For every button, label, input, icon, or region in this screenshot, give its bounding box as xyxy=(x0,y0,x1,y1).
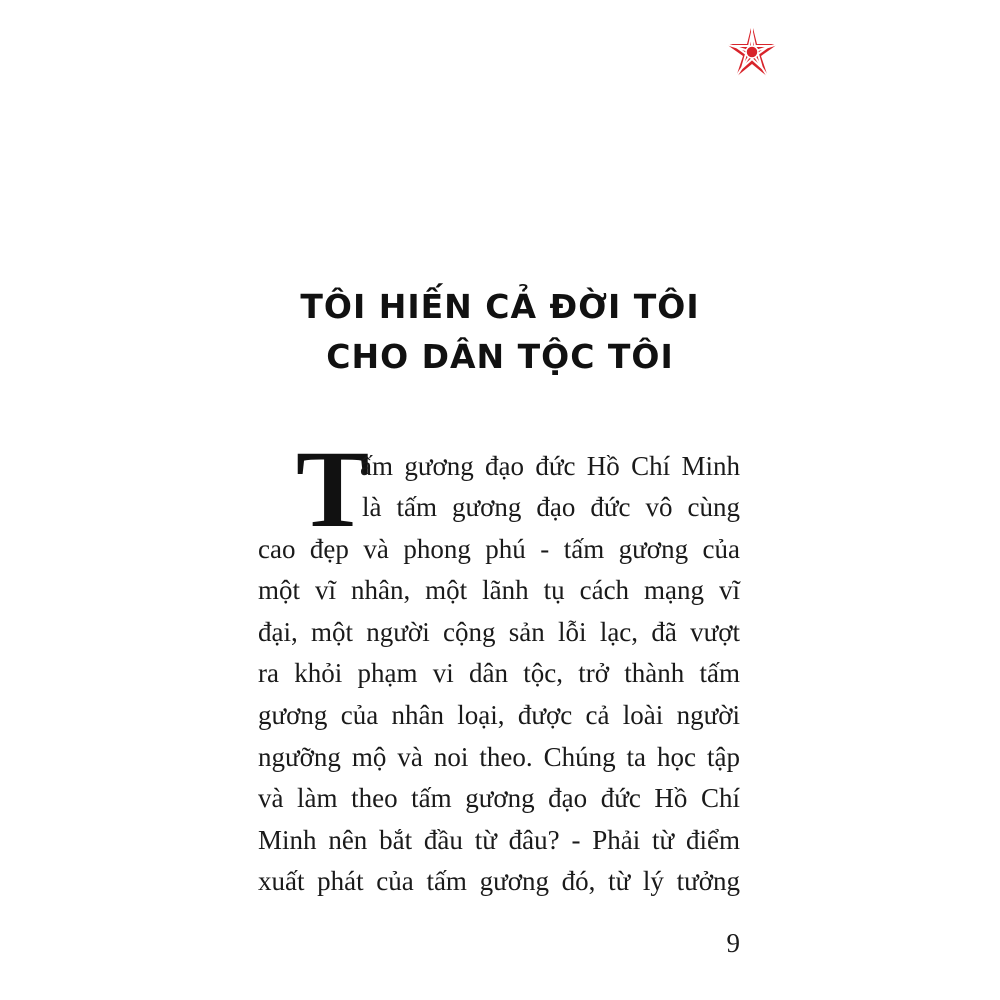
chapter-title-line-1: TÔI HIẾN CẢ ĐỜI TÔI xyxy=(300,287,700,326)
drop-cap: T xyxy=(296,428,370,550)
paragraph-line-1: ấm gương đạo đức Hồ Chí Minh xyxy=(360,451,740,481)
paragraph-line-9: và làm theo tấm gương đạo đức Hồ Chí xyxy=(258,783,740,813)
star-emblem-icon xyxy=(722,22,782,82)
paragraph-line-5: đại, một người cộng sản lỗi lạc, đã vượt xyxy=(258,617,740,647)
paragraph-line-3: cao đẹp và phong phú - tấm gương của xyxy=(258,534,740,564)
chapter-title xyxy=(0,282,1000,382)
page-number: 9 xyxy=(726,928,740,958)
paragraph-line-8: ngưỡng mộ và noi theo. Chúng ta học tập xyxy=(258,742,740,772)
paragraph-line-7: gương của nhân loại, được cả loài người xyxy=(258,700,740,730)
chapter-title-line-2: CHO DÂN TỘC TÔI xyxy=(326,337,674,376)
paragraph-line-10: Minh nên bắt đầu từ đâu? - Phải từ điểm xyxy=(258,825,740,855)
paragraph-line-11: xuất phát của tấm gương đó, từ lý tưởng xyxy=(258,866,740,896)
paragraph-line-6: ra khỏi phạm vi dân tộc, trở thành tấm xyxy=(258,658,740,688)
paragraph-line-2: là tấm gương đạo đức vô cùng xyxy=(362,492,740,522)
paragraph-line-4: một vĩ nhân, một lãnh tụ cách mạng vĩ xyxy=(258,575,740,605)
